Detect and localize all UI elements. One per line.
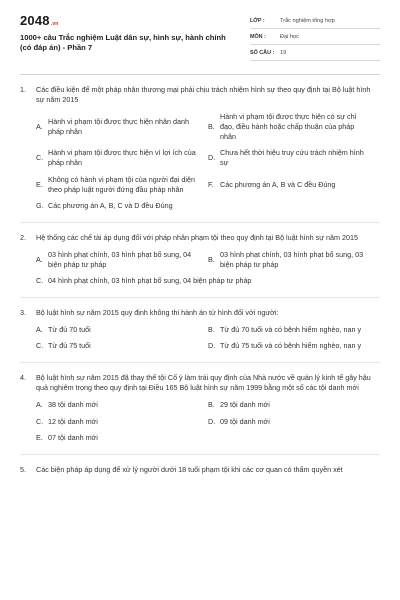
meta-label: SỐ CÂU :: [250, 50, 275, 57]
question-head: [20, 373, 380, 393]
logo-main: 2048: [20, 13, 50, 28]
answer-option[interactable]: [208, 247, 380, 273]
option-text: Hành vi phạm tội được thực hiện nhân danh pháp nhân: [48, 117, 190, 137]
option-text: Chưa hết thời hiệu truy cứu trách nhiệm hình sự: [220, 148, 364, 168]
site-logo[interactable]: [20, 14, 235, 27]
option-letter: A.: [36, 325, 43, 335]
question-number: 1.: [20, 85, 26, 94]
answer-option[interactable]: [36, 198, 380, 214]
question-head: [20, 233, 380, 243]
option-text: Từ đủ 70 tuổi: [48, 325, 91, 335]
question-item: [20, 465, 380, 475]
answer-option[interactable]: [36, 414, 208, 430]
answer-option[interactable]: [36, 322, 208, 338]
question-number: 5.: [20, 464, 26, 474]
question-text: Bộ luật hình sự năm 2015 quy định không thi hành án tử hình đối với người:: [36, 308, 279, 318]
option-text: Từ đủ 75 tuổi: [48, 341, 91, 351]
document-header: [20, 0, 380, 68]
answer-option[interactable]: [208, 414, 380, 430]
header-divider: [20, 74, 380, 75]
logo-sub: .vn: [50, 21, 59, 27]
meta-label: MÔN :: [250, 34, 266, 41]
option-letter: A.: [36, 400, 43, 410]
question-separator: [20, 222, 380, 223]
option-text: 07 tội danh mới: [48, 432, 98, 442]
answer-option[interactable]: [36, 145, 208, 171]
option-letter: F.: [208, 179, 214, 189]
option-letter: A.: [36, 254, 43, 264]
question-number: 4.: [20, 373, 26, 383]
meta-label: LỚP :: [250, 18, 265, 25]
answer-option[interactable]: [36, 273, 380, 289]
answer-options: [20, 247, 380, 289]
option-letter: D.: [208, 341, 216, 351]
option-letter: D.: [208, 416, 216, 426]
option-letter: E.: [36, 179, 43, 189]
answer-option[interactable]: [208, 109, 380, 145]
answer-option[interactable]: [36, 247, 208, 273]
answer-option[interactable]: [36, 397, 208, 413]
answer-option[interactable]: [36, 430, 380, 446]
option-text: Các phương án A, B và C đều Đúng: [220, 179, 336, 189]
question-item: [20, 308, 380, 363]
option-text: Các phương án A, B, C và D đều Đúng: [48, 200, 173, 210]
option-letter: D.: [208, 153, 216, 163]
meta-row-count: [250, 45, 380, 61]
answer-option[interactable]: [208, 397, 380, 413]
question-head: [20, 465, 380, 475]
option-text: 04 hình phạt chính, 03 hình phạt bổ sung, 04 biện pháp tư pháp: [48, 276, 252, 286]
question-item: [20, 373, 380, 454]
question-text: Bộ luật hình sự năm 2015 đã thay thế tội Cố ý làm trái quy định của Nhà nước về quản lý kinh tế gây hậu quả nghiêm trọng theo quy định tại Điều 165 Bộ luật hình sự năm 1999 bằng một số các tội danh mới: [36, 373, 371, 393]
question-separator: [20, 297, 380, 298]
option-text: Từ đủ 70 tuổi và có bệnh hiểm nghèo, nan y: [220, 325, 362, 335]
question-item: [20, 85, 380, 223]
option-text: 03 hình phạt chính, 03 hình phạt bổ sung, 04 biện pháp tư pháp: [48, 249, 192, 269]
question-text: Hệ thống các chế tài áp dụng đối với pháp nhân phạm tội theo quy định tại Bộ luật hình sự năm 2015: [36, 232, 359, 242]
meta-row-class: [250, 13, 380, 29]
option-letter: B.: [208, 254, 215, 264]
question-separator: [20, 454, 380, 455]
answer-option[interactable]: [36, 338, 208, 354]
question-item: [20, 233, 380, 298]
meta-table: [250, 13, 380, 68]
option-text: Không có hành vi phạm tội của người đại diện theo pháp luật người đứng đầu pháp nhân: [48, 174, 195, 194]
meta-value: Đại học: [280, 34, 299, 41]
answer-option[interactable]: [36, 172, 208, 198]
option-letter: C.: [36, 276, 44, 286]
answer-option[interactable]: [208, 338, 380, 354]
meta-value: Trắc nghiệm tổng hợp: [280, 18, 335, 25]
option-text: 12 tội danh mới: [48, 416, 98, 426]
question-list: [20, 85, 380, 475]
option-letter: B.: [208, 122, 215, 132]
option-text: Từ đủ 75 tuổi và có bệnh hiểm nghèo, nan y: [220, 341, 362, 351]
option-letter: B.: [208, 400, 215, 410]
option-letter: E.: [36, 432, 43, 442]
option-text: Hành vi phạm tội được thực hiện vì lợi ích của pháp nhân: [48, 148, 196, 168]
option-text: 29 tội danh mới: [220, 400, 270, 410]
option-letter: C.: [36, 341, 44, 351]
option-letter: C.: [36, 416, 44, 426]
answer-option[interactable]: [36, 109, 208, 145]
meta-value: 19: [280, 50, 287, 57]
option-text: 38 tội danh mới: [48, 400, 98, 410]
answer-options: [20, 322, 380, 354]
question-head: [20, 308, 380, 318]
option-text: Hành vi phạm tội được thực hiện có sự chỉ đạo, điều hành hoặc chấp thuận của pháp nhân: [220, 112, 357, 142]
question-text: Các biện pháp áp dụng để xử lý người dưới 18 tuổi phạm tội khi các cơ quan có thẩm quyền xét: [36, 464, 343, 474]
question-number: 3.: [20, 308, 26, 318]
answer-options: [20, 109, 380, 214]
option-letter: B.: [208, 325, 215, 335]
question-number: 2.: [20, 232, 26, 242]
document-title: 1000+ câu Trắc nghiệm Luật dân sự, hình sự, hành chính (có đáp án) - Phần 7: [20, 33, 226, 52]
question-separator: [20, 362, 380, 363]
answer-option[interactable]: [208, 145, 380, 171]
answer-option[interactable]: [208, 172, 380, 198]
answer-option[interactable]: [208, 322, 380, 338]
question-text: Các điều kiện để một pháp nhân thương mại phải chịu trách nhiệm hình sự theo quy định tại Bộ luật hình sự năm 2015: [36, 85, 371, 105]
option-letter: A.: [36, 122, 43, 132]
option-letter: G.: [36, 200, 44, 210]
brand-block: [20, 14, 235, 68]
question-head: [20, 85, 380, 105]
option-text: 09 tội danh mới: [220, 416, 270, 426]
option-letter: C.: [36, 153, 44, 163]
option-text: 03 hình phạt chính, 03 hình phạt bổ sung, 03 biện pháp tư pháp: [220, 249, 364, 269]
answer-options: [20, 397, 380, 445]
meta-row-subject: [250, 29, 380, 45]
